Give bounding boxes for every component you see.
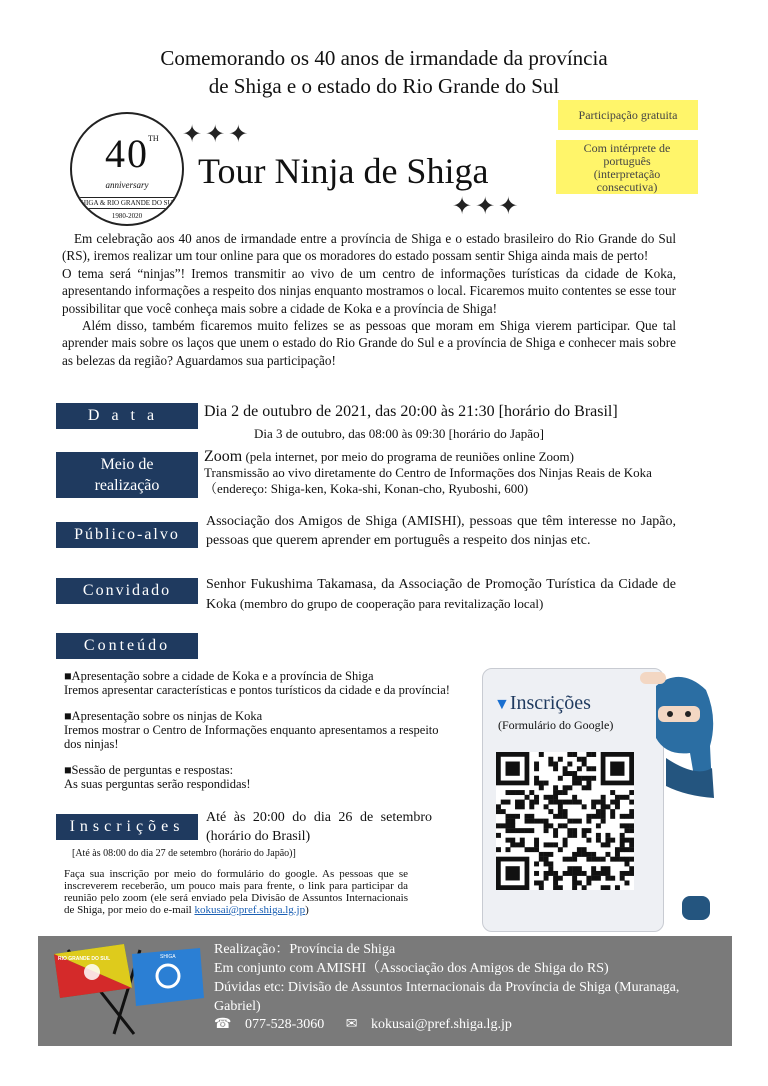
label-convidado: Convidado bbox=[56, 578, 198, 604]
conteudo-item-text: As suas perguntas serão respondidas! bbox=[64, 777, 251, 791]
badge-interp-line: consecutiva) bbox=[596, 180, 658, 194]
label-data: Data bbox=[56, 403, 198, 429]
inscricoes-japan-time: [Até às 08:00 do dia 27 de setembro (horário do Japão)] bbox=[72, 848, 296, 859]
date-sub: Dia 3 de outubro, das 08:00 às 09:30 [horário do Japão] bbox=[254, 426, 544, 441]
date-main: Dia 2 de outubro de 2021, das 20:00 às 21:30 [horário do Brasil] bbox=[204, 403, 618, 420]
header-title-line1: Comemorando os 40 anos de irmandade da província bbox=[160, 46, 608, 70]
conteudo-list bbox=[64, 669, 458, 803]
footer-text bbox=[214, 940, 714, 1016]
label-conteudo: Conteúdo bbox=[56, 633, 198, 659]
shuriken-icons-bottom: ✦✦✦ bbox=[452, 194, 522, 220]
footer-line: Realização：Província de Shiga bbox=[214, 942, 396, 957]
signup-heading bbox=[494, 692, 591, 715]
meio-zoom-note: (pela internet, por meio do programa de reuniões online Zoom) bbox=[245, 449, 574, 464]
footer-line: Em conjunto com AMISHI（Associação dos Amigos de Shiga do RS) bbox=[214, 961, 609, 976]
flags-icon bbox=[48, 944, 208, 1036]
badge-free-participation: Participação gratuita bbox=[558, 100, 698, 130]
mail-icon: ✉ bbox=[345, 1017, 358, 1032]
main-title: Tour Ninja de Shiga bbox=[198, 151, 489, 191]
phone-icon: ☎ bbox=[214, 1017, 232, 1032]
footer-phone[interactable]: 077-528-3060 bbox=[244, 1017, 325, 1032]
signup-heading-text: Inscrições bbox=[509, 692, 591, 714]
list-item bbox=[64, 763, 458, 791]
qr-code-icon[interactable] bbox=[496, 752, 634, 890]
footer-email[interactable]: kokusai@pref.shiga.lg.jp bbox=[371, 1017, 512, 1032]
logo-number: 40 bbox=[105, 131, 149, 176]
label-meio bbox=[56, 452, 198, 498]
badge-interp-line: (interpretação bbox=[593, 167, 661, 181]
logo-years: 1980-2020 bbox=[111, 212, 143, 220]
list-item bbox=[64, 709, 458, 751]
conteudo-item-text: Iremos apresentar características e pontos turísticos da cidade e da província! bbox=[64, 683, 450, 697]
inscricoes-close: ) bbox=[305, 904, 309, 916]
inscricoes-deadline: Até às 20:00 do dia 26 de setembro (horário do Brasil) bbox=[206, 810, 432, 844]
badge-interp-line: Com intérprete de bbox=[583, 141, 671, 155]
label-meio-line: realização bbox=[94, 477, 160, 494]
label-meio-line: Meio de bbox=[100, 456, 154, 473]
anniversary-logo bbox=[70, 112, 184, 226]
header-title-line2: de Shiga e o estado do Rio Grande do Sul bbox=[208, 74, 560, 98]
google-form-label: (Formulário do Google) bbox=[498, 718, 614, 732]
conteudo-item-title: ■Apresentação sobre a cidade de Koka e a província de Shiga bbox=[64, 669, 374, 683]
conteudo-item-title: ■Apresentação sobre os ninjas de Koka bbox=[64, 709, 263, 723]
intro-paragraph: O tema será “ninjas”! Iremos transmitir ao vivo de um centro de informações turísticas da cidade de Koka, apresentando informações a respeito dos ninjas enquanto mostramos o local. Ficaremos muito contentes se esse tour possibilitar que você conheça mais sobre a cidade de Koka e a província de Shiga! bbox=[62, 265, 676, 316]
flag-rs-text: RIO GRANDE DO SUL bbox=[58, 956, 111, 962]
list-item bbox=[64, 669, 458, 697]
meio-zoom: Zoom bbox=[204, 448, 243, 465]
header-title bbox=[60, 44, 708, 100]
triangle-down-icon: ▼ bbox=[494, 696, 510, 713]
footer-line: Dúvidas etc: Divisão de Assuntos Internacionais da Província de Shiga (Muranaga, Gabriel) bbox=[214, 980, 680, 1014]
meio-line2: Transmissão ao vivo diretamente do Centro de Informações dos Ninjas Reais de Koka（endereço: Shiga-ken, Koka-shi, Konan-cho, Ryuboshi, 600) bbox=[204, 465, 652, 496]
inscricoes-text bbox=[64, 868, 408, 916]
intro-paragraph: Em celebração aos 40 anos de irmandade entre a província de Shiga e o estado brasileiro do Rio Grande do Sul (RS), iremos realizar um tour online para que os moradores do estado possam sentir Shiga ainda mais de perto! bbox=[62, 231, 676, 264]
footer-contact bbox=[214, 1016, 522, 1033]
logo-sup: TH bbox=[148, 134, 159, 143]
conteudo-item-title: ■Sessão de perguntas e respostas: bbox=[64, 763, 234, 777]
label-inscricoes: Inscrições bbox=[56, 814, 198, 840]
ninja-illustration-icon bbox=[626, 668, 716, 926]
convidado-text bbox=[206, 575, 676, 614]
shuriken-icons-top: ✦✦✦ bbox=[182, 122, 252, 148]
intro-text bbox=[62, 230, 676, 369]
badge-interp-line: português bbox=[603, 154, 651, 168]
email-link[interactable]: kokusai@pref.shiga.lg.jp bbox=[194, 904, 306, 916]
flag-shiga-text: SHIGA bbox=[160, 954, 176, 960]
convidado-name: Senhor Fukushima Takamasa, da Associação de Promoção Turística da Cidade de Koka bbox=[206, 577, 676, 612]
inscricoes-body: Faça sua inscrição por meio do formulário do google. As pessoas que se inscreverem receberão, um pouco mais para frente, o link para participar da reunião pelo zoom (ele será enviado pela Divisão de Assuntos Internacionais de Shiga, por meio do e-mail bbox=[64, 868, 408, 916]
badge-interpreter bbox=[556, 140, 698, 194]
logo-anniversary: anniversary bbox=[105, 180, 149, 190]
publico-text: Associação dos Amigos de Shiga (AMISHI), pessoas que têm interesse no Japão, pessoas que querem aprender em português a respeito dos ninjas etc. bbox=[206, 514, 676, 548]
convidado-note: (membro do grupo de cooperação para revitalização local) bbox=[239, 596, 544, 611]
logo-band: SHIGA & RIO GRANDE DO SUL bbox=[72, 197, 182, 209]
conteudo-item-text: Iremos mostrar o Centro de Informações enquanto apresentamos a respeito dos ninjas! bbox=[64, 723, 439, 751]
meio-text bbox=[204, 449, 674, 497]
label-publico: Público-alvo bbox=[56, 522, 198, 548]
intro-paragraph: Além disso, também ficaremos muito felizes se as pessoas que moram em Shiga vierem participar. Que tal aprender mais sobre os laços que unem o estado do Rio Grande do Sul e a província de Shiga e conhecer mais sobre as belezas da região? Aguardamos sua participação! bbox=[62, 318, 676, 368]
